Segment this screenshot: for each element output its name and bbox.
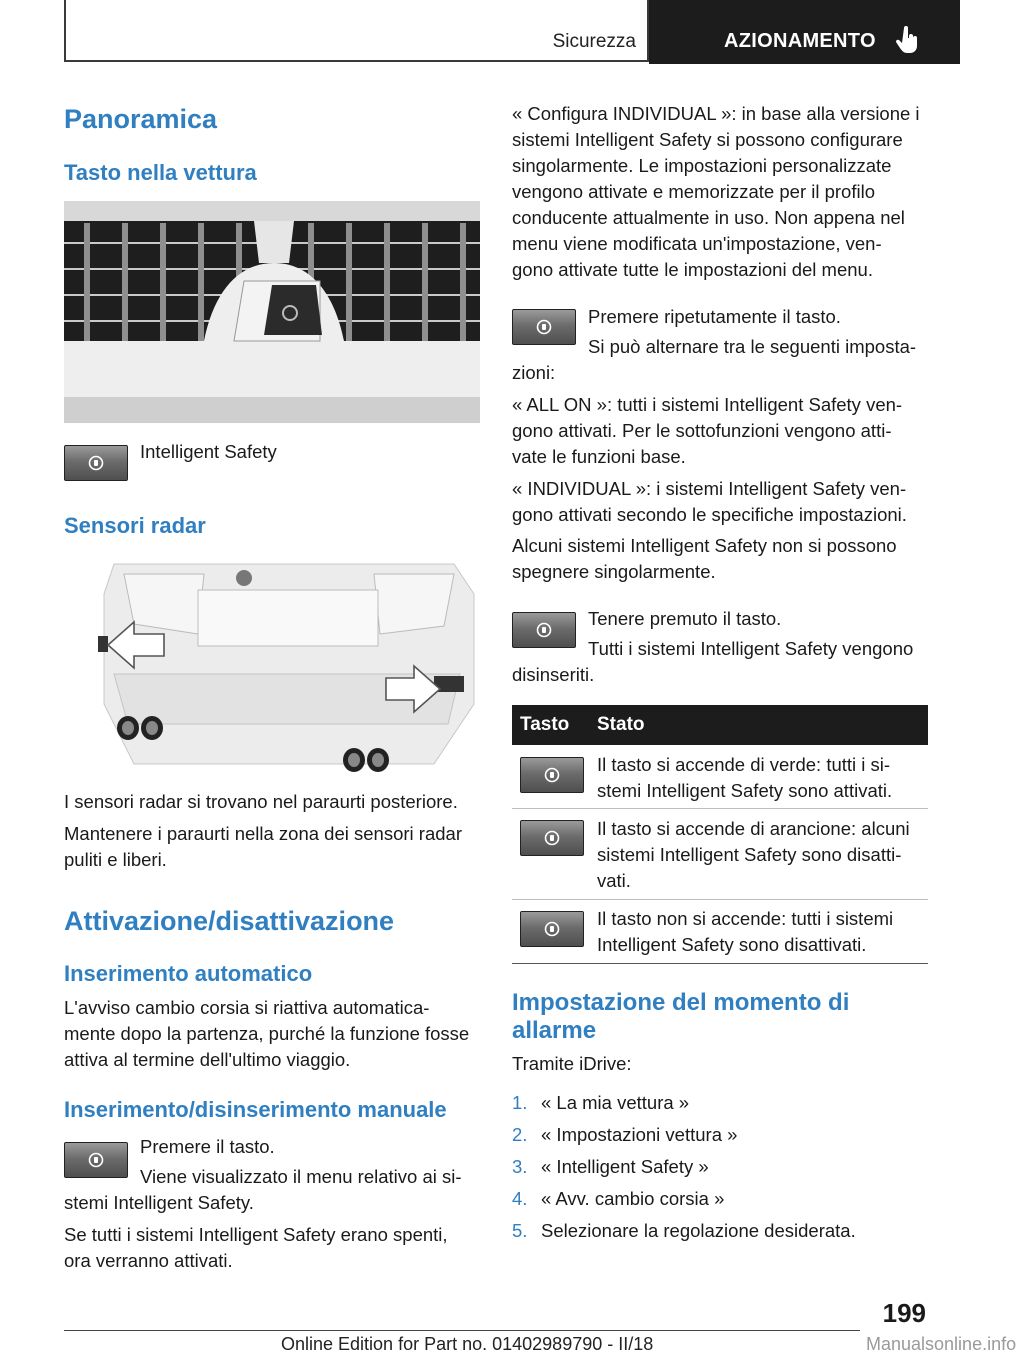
table-row-3-text-2: Intelligent Safety sono disattivati. bbox=[597, 934, 867, 955]
alcuni-text-1: Alcuni sistemi Intelligent Safety non si possono bbox=[512, 535, 897, 556]
intelligent-safety-button bbox=[64, 1142, 128, 1178]
intelligent-safety-icon bbox=[544, 830, 560, 846]
repeat-text-3: zioni: bbox=[512, 362, 556, 383]
table-bottom-rule bbox=[512, 963, 928, 964]
status-button-off bbox=[520, 911, 584, 947]
table-row-2-text-3: vati. bbox=[597, 870, 631, 891]
table-row-1-text-1: Il tasto si accende di verde: tutti i si- bbox=[597, 754, 891, 775]
table-row-3-text-1: Il tasto non si accende: tutti i sistemi bbox=[597, 908, 894, 929]
man-text-1: Premere il tasto. bbox=[140, 1136, 275, 1157]
button-caption: Intelligent Safety bbox=[140, 441, 277, 462]
heading-panoramica: Panoramica bbox=[64, 104, 218, 134]
config-text-4: vengono attivate e memorizzate per il profilo bbox=[512, 181, 875, 202]
intelligent-safety-icon bbox=[544, 921, 560, 937]
list-item: 2. « Impostazioni vettura » bbox=[512, 1124, 738, 1145]
col-stato: Stato bbox=[597, 714, 645, 735]
heading-tasto: Tasto nella vettura bbox=[64, 160, 257, 185]
arrow-icon bbox=[384, 664, 442, 714]
status-button-green bbox=[520, 757, 584, 793]
list-item: 3. « Intelligent Safety » bbox=[512, 1156, 709, 1177]
page-number: 199 bbox=[882, 1298, 926, 1328]
config-text-5: conducente attualmente in uso. Non appena nel bbox=[512, 207, 905, 228]
heading-attivazione: Attivazione/disattivazione bbox=[64, 906, 395, 936]
table-divider bbox=[512, 899, 928, 900]
table-header bbox=[512, 705, 928, 745]
man-text-3: stemi Intelligent Safety. bbox=[64, 1192, 254, 1213]
intelligent-safety-button bbox=[512, 309, 576, 345]
table-row-1-text-2: stemi Intelligent Safety sono attivati. bbox=[597, 780, 893, 801]
alcuni-text-2: spegnere singolarmente. bbox=[512, 561, 716, 582]
auto-text-1: L'avviso cambio corsia si riattiva automatica- bbox=[64, 997, 430, 1018]
allon-text-1: « ALL ON »: tutti i sistemi Intelligent Safety ven- bbox=[512, 394, 903, 415]
list-item: 1. « La mia vettura » bbox=[512, 1092, 690, 1113]
table-row-2-text-1: Il tasto si accende di arancione: alcuni bbox=[597, 818, 910, 839]
repeat-text-2: Si può alternare tra le seguenti imposta- bbox=[588, 336, 917, 357]
heading-impostazione-1: Impostazione del momento di bbox=[512, 989, 850, 1016]
table-row-2-text-2: sistemi Intelligent Safety sono disatti- bbox=[597, 844, 902, 865]
sensori-text-2a: Mantenere i paraurti nella zona dei sensori radar bbox=[64, 823, 462, 844]
status-button-orange bbox=[520, 820, 584, 856]
intelligent-safety-icon bbox=[544, 767, 560, 783]
arrow-icon bbox=[106, 620, 166, 670]
auto-text-2: mente dopo la partenza, purché la funzione fosse bbox=[64, 1023, 470, 1044]
individual-text-1: « INDIVIDUAL »: i sistemi Intelligent Safety ven- bbox=[512, 478, 907, 499]
individual-text-2: gono attivati secondo le specifiche impostazioni. bbox=[512, 504, 907, 525]
hand-pointer-icon bbox=[896, 26, 920, 54]
auto-text-3: attiva al termine dell'ultimo viaggio. bbox=[64, 1049, 351, 1070]
chapter-title: AZIONAMENTO bbox=[724, 30, 876, 52]
man-text-2: Viene visualizzato il menu relativo ai si- bbox=[140, 1166, 462, 1187]
intelligent-safety-icon bbox=[536, 622, 552, 638]
intelligent-safety-icon bbox=[88, 455, 104, 471]
intelligent-safety-icon bbox=[536, 319, 552, 335]
sensori-text-1: I sensori radar si trovano nel paraurti posteriore. bbox=[64, 791, 458, 812]
hold-text-2: Tutti i sistemi Intelligent Safety vengono bbox=[588, 638, 914, 659]
footer-rule bbox=[64, 1330, 860, 1331]
tramite-text: Tramite iDrive: bbox=[512, 1053, 632, 1074]
watermark: Manualsonline.info bbox=[866, 1334, 1016, 1354]
man-text-5: ora verranno attivati. bbox=[64, 1250, 233, 1271]
list-item: 4. « Avv. cambio corsia » bbox=[512, 1188, 725, 1209]
repeat-text-1: Premere ripetutamente il tasto. bbox=[588, 306, 841, 327]
steps-list bbox=[512, 1092, 856, 1252]
table-divider bbox=[512, 808, 928, 809]
config-text-6: menu viene modificata un'impostazione, ven- bbox=[512, 233, 882, 254]
bumper-photo bbox=[94, 554, 480, 776]
config-text-3: singolarmente. Le impostazioni personalizzate bbox=[512, 155, 892, 176]
section-title: Sicurezza bbox=[552, 31, 636, 52]
hold-text-1: Tenere premuto il tasto. bbox=[588, 608, 782, 629]
col-tasto: Tasto bbox=[520, 714, 570, 735]
grille-photo bbox=[64, 201, 480, 423]
heading-sensori: Sensori radar bbox=[64, 513, 206, 538]
intelligent-safety-icon bbox=[88, 1152, 104, 1168]
intelligent-safety-button bbox=[512, 612, 576, 648]
config-text-7: gono attivate tutte le impostazioni del menu. bbox=[512, 259, 873, 280]
footer-edition: Online Edition for Part no. 01402989790 - II/18 bbox=[281, 1334, 654, 1354]
config-text-2: sistemi Intelligent Safety si possono configurare bbox=[512, 129, 903, 150]
allon-text-2: gono attivati. Per le sottofunzioni vengono atti- bbox=[512, 420, 892, 441]
man-text-4: Se tutti i sistemi Intelligent Safety erano spenti, bbox=[64, 1224, 448, 1245]
hold-text-3: disinseriti. bbox=[512, 664, 595, 685]
sensori-text-2b: puliti e liberi. bbox=[64, 849, 167, 870]
heading-manuale: Inserimento/disinserimento manuale bbox=[64, 1097, 447, 1122]
list-item: 5. Selezionare la regolazione desiderata. bbox=[512, 1220, 856, 1241]
heading-impostazione-2: allarme bbox=[512, 1017, 597, 1044]
config-text-1: « Configura INDIVIDUAL »: in base alla versione i bbox=[512, 103, 920, 124]
heading-auto: Inserimento automatico bbox=[64, 961, 313, 986]
allon-text-3: vate le funzioni base. bbox=[512, 446, 686, 467]
intelligent-safety-button bbox=[64, 445, 128, 481]
